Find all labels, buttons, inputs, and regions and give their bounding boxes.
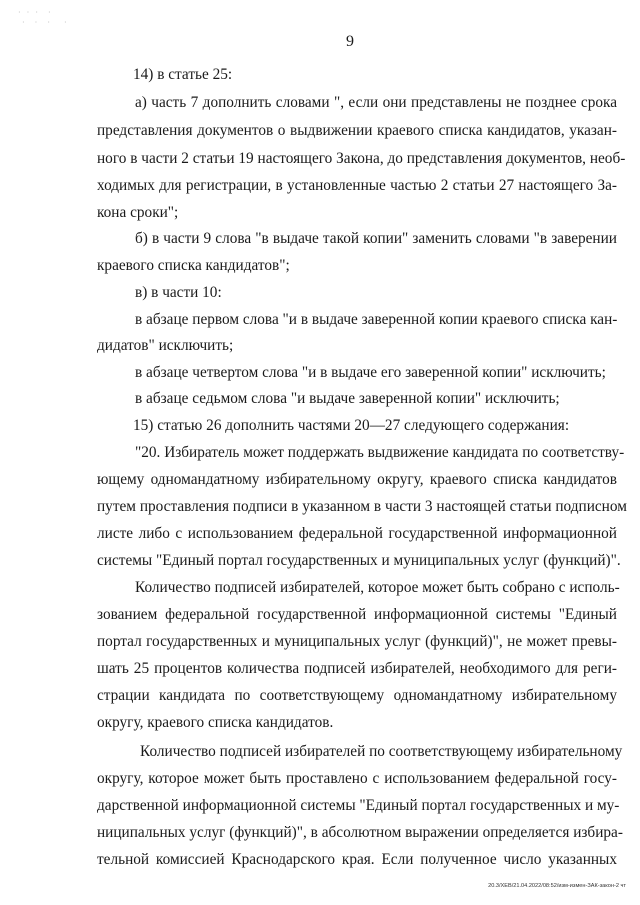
text-line: в) в части 10: <box>135 284 222 301</box>
text-line: страции кандидата по соответствующему одномандатному избирательному <box>97 687 617 704</box>
text-line: дидатов" исключить; <box>97 337 234 354</box>
text-line: в абзаце первом слова "и в выдаче заверенной копии краевого списка кан- <box>135 311 618 328</box>
text-line: дарственной информационной системы "Единый портал государственных и му- <box>97 797 620 814</box>
text-line: представления документов о выдвижении краевого списка кандидатов, указан- <box>97 122 617 139</box>
text-line: ниципальных услуг (функций)", в абсолютном выражении определяется избира- <box>97 824 623 841</box>
text-line: округу, которое может быть проставлено с использованием федеральной госу- <box>97 770 617 787</box>
text-line: б) в части 9 слова "в выдаче такой копии" заменить словами "в заверении <box>135 230 617 247</box>
text-line: путем проставления подписи в указанном в части 3 настоящей статьи подписном <box>97 498 627 515</box>
footer-document-code: 20.3/ХЕВ/21.04.2022/08:52/изм-измен-ЗАК-закон-2 чт <box>488 883 626 889</box>
paragraph-item-14: 14) в статье 25: <box>133 66 233 83</box>
text-line: зованием федеральной государственной информационной системы "Единый <box>97 606 617 623</box>
scan-noise-marks: · · · · · · · · <box>18 8 69 27</box>
text-line: Количество подписей избирателей по соответствующему избирательному <box>140 743 623 760</box>
text-line: листе либо с использованием федеральной государственной информационной <box>97 525 617 542</box>
text-line: тельной комиссией Краснодарского края. Если полученное число указанных <box>97 851 617 868</box>
page-number: 9 <box>346 33 354 50</box>
text-line: округу, краевого списка кандидатов. <box>97 714 334 731</box>
text-line: портал государственных и муниципальных услуг (функций)", не может превы- <box>97 633 617 650</box>
text-line: ющему одномандатному избирательному округу, краевого списка кандидатов <box>97 471 617 488</box>
paragraph-item-15: 15) статью 26 дополнить частями 20—27 следующего содержания: <box>133 417 570 434</box>
text-line: в абзаце седьмом слова "и выдаче заверенной копии" исключить; <box>135 390 560 407</box>
text-line: ходимых для регистрации, в установленные частью 2 статьи 27 настоящего За- <box>97 177 617 194</box>
text-line: в абзаце четвертом слова "и в выдаче его заверенной копии" исключить; <box>135 364 606 381</box>
text-line: кона сроки"; <box>97 204 179 221</box>
text-line: а) часть 7 дополнить словами ", если они представлены не позднее срока <box>135 94 617 111</box>
text-line: шать 25 процентов количества подписей избирателей, необходимого для реги- <box>97 660 617 677</box>
text-line: "20. Избиратель может поддержать выдвижение кандидата по соответству- <box>135 444 625 461</box>
text-line: краевого списка кандидатов"; <box>97 257 290 274</box>
text-line: Количество подписей избирателей, которое может быть собрано с исполь- <box>135 579 620 596</box>
text-line: ного в части 2 статьи 19 настоящего Закона, до представления документов, необ- <box>97 150 626 167</box>
text-line: системы "Единый портал государственных и муниципальных услуг (функций)". <box>97 552 621 569</box>
